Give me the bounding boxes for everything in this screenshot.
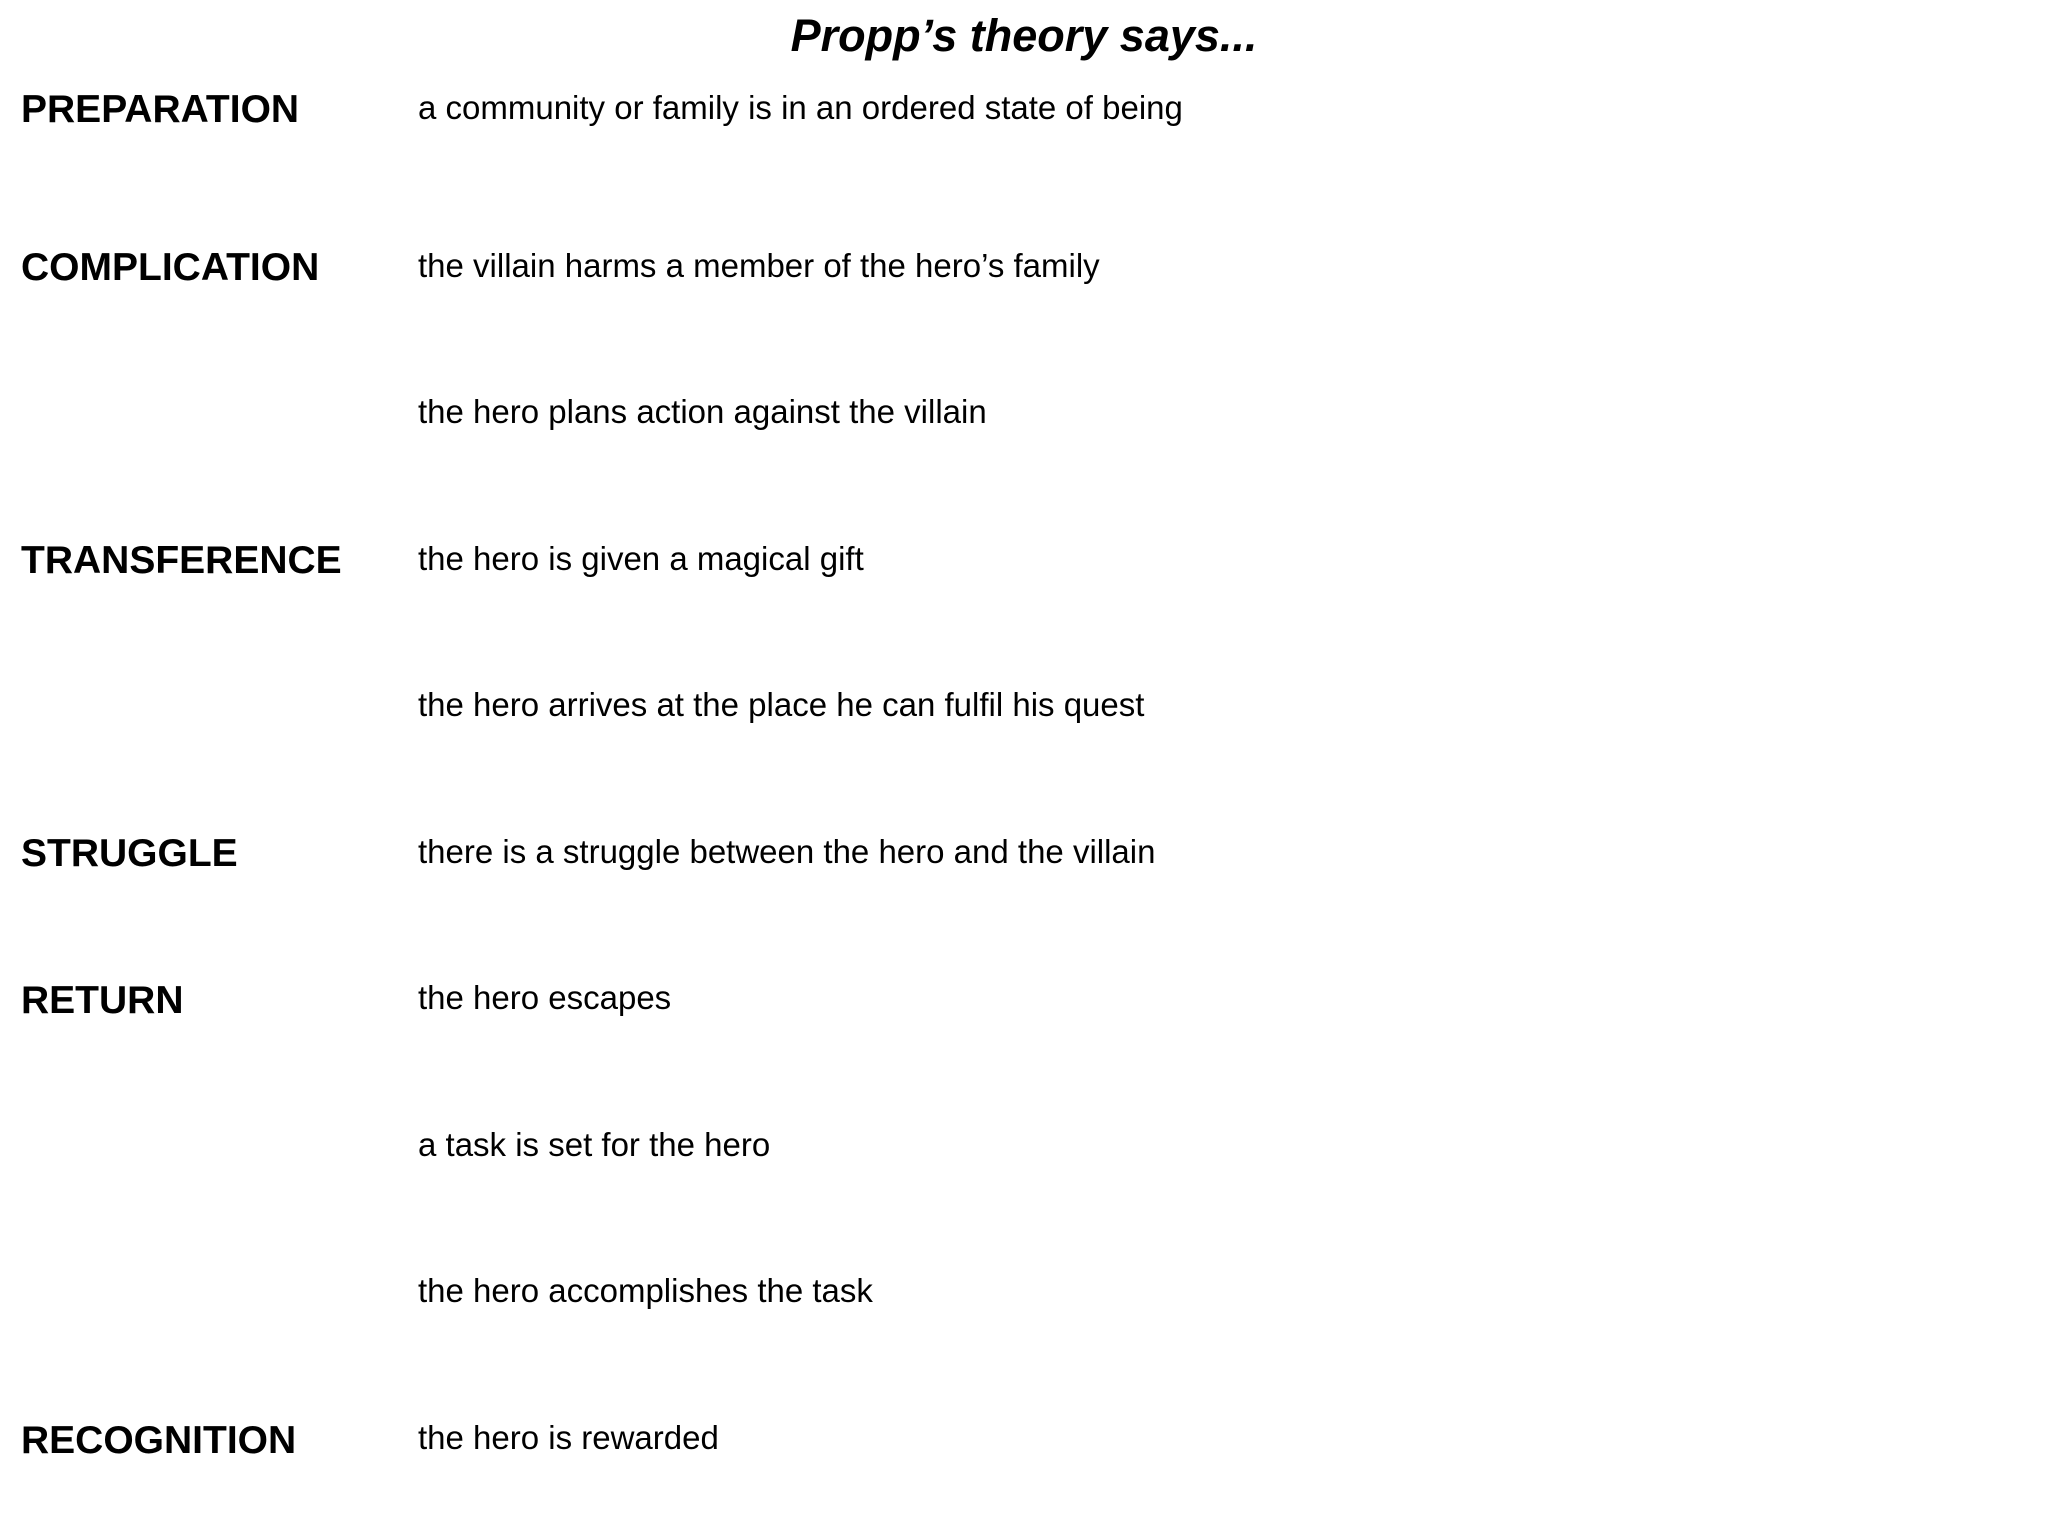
function-text: the hero accomplishes the task [418,1272,873,1309]
function-text: a task is set for the hero [418,1126,771,1163]
function-text: the hero plans action against the villain [418,393,987,430]
function-text: the villain harms a member of the hero’s family [418,247,1100,284]
stage-return: RETURN [21,979,184,1022]
function-text: the hero is given a magical gift [418,540,864,577]
stage-transference: TRANSFERENCE [21,539,342,582]
function-text: the hero is rewarded [418,1419,719,1456]
function-text: the hero escapes [418,979,672,1016]
stage-recognition: RECOGNITION [21,1419,297,1462]
stage-complication: COMPLICATION [21,246,320,289]
function-text: the hero arrives at the place he can fulfil his quest [418,686,1145,723]
function-text: there is a struggle between the hero and the villain [418,833,1156,870]
function-text: a community or family is in an ordered state of being [418,89,1183,126]
stage-struggle: STRUGGLE [21,832,238,875]
page-title: Propp’s theory says... [790,10,1258,61]
stage-preparation: PREPARATION [21,88,300,131]
